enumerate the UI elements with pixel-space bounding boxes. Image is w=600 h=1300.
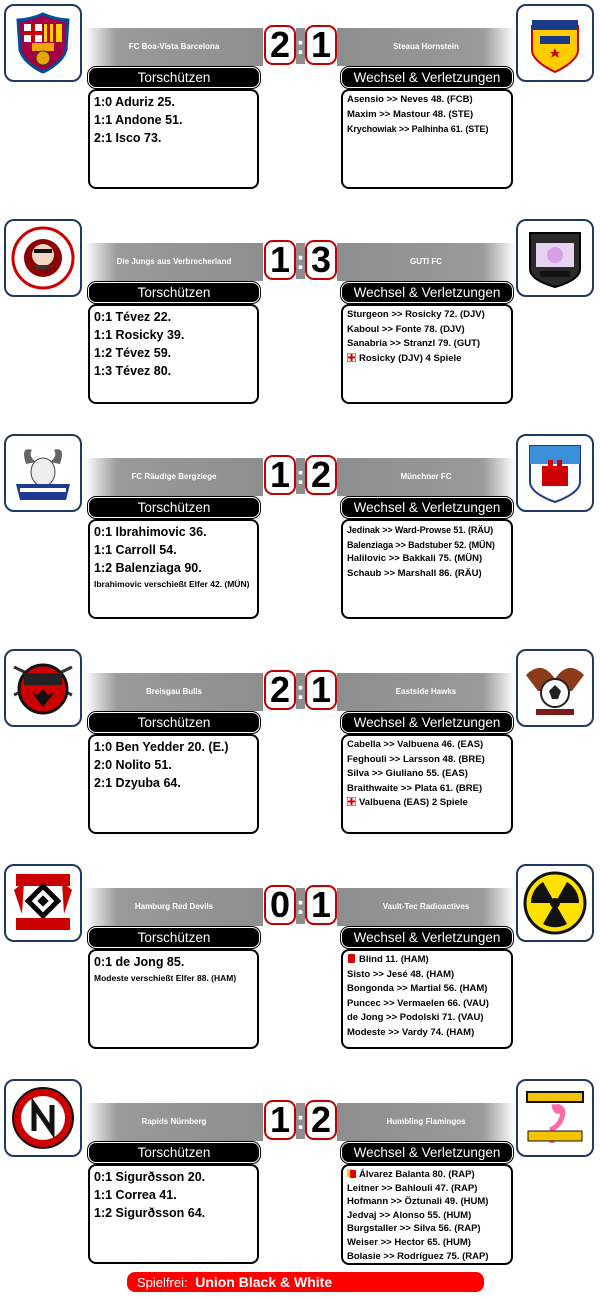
scorers-header: Torschützen bbox=[88, 497, 260, 518]
away-score: 1 bbox=[305, 885, 337, 925]
event-text: Modeste >> Vardy 74. (HAM) bbox=[347, 1026, 475, 1038]
event-entry bbox=[347, 567, 507, 582]
event-text: Asensio >> Neves 48. (FCB) bbox=[347, 94, 473, 105]
event-entry bbox=[347, 953, 507, 968]
event-text: Schaub >> Marshall 86. (RÄU) bbox=[347, 567, 482, 579]
away-team-bar bbox=[337, 243, 515, 281]
event-text: Braithwaite >> Plata 61. (BRE) bbox=[347, 782, 483, 794]
die-jungs-aus-verbrecherland-crest-icon[interactable] bbox=[4, 219, 82, 297]
home-team-name[interactable]: FC Räudige Bergziege bbox=[131, 472, 217, 481]
missed-penalty-note: Ibrahimovic verschießt Elfer 42. (MÜN) bbox=[94, 579, 250, 589]
goal-entry: 0:1 Ibrahimovic 36. bbox=[94, 525, 207, 539]
scorers-header: Torschützen bbox=[88, 712, 260, 733]
breisgau-bulls-crest-icon[interactable] bbox=[4, 649, 82, 727]
away-team-name[interactable]: GUTI FC bbox=[410, 257, 442, 266]
muenchner-fc-crest-icon[interactable] bbox=[516, 434, 594, 512]
goal-entry: 1:1 Andone 51. bbox=[94, 113, 183, 127]
score-separator: : bbox=[296, 28, 305, 64]
away-score: 2 bbox=[305, 455, 337, 495]
scorers-header: Torschützen bbox=[88, 1142, 260, 1163]
event-entry bbox=[347, 108, 507, 123]
fc-raeudige-bergziege-crest-icon[interactable] bbox=[4, 434, 82, 512]
score-separator: : bbox=[296, 1103, 305, 1139]
event-entry bbox=[347, 1250, 507, 1264]
away-team-bar bbox=[337, 673, 515, 711]
events-panel bbox=[341, 304, 513, 404]
home-team-bar bbox=[85, 1103, 263, 1141]
yellow-red-card-icon bbox=[347, 1169, 356, 1178]
score-separator: : bbox=[296, 673, 305, 709]
goal-entry: 2:0 Nolito 51. bbox=[94, 758, 172, 772]
home-score: 2 bbox=[264, 25, 296, 65]
hamburg-red-devils-crest-icon[interactable] bbox=[4, 864, 82, 942]
event-entry bbox=[347, 796, 507, 811]
event-entry bbox=[347, 93, 507, 108]
event-text: Jedvaj >> Alonso 55. (HUM) bbox=[347, 1209, 472, 1221]
guti-fc-crest-icon[interactable] bbox=[516, 219, 594, 297]
event-entry bbox=[347, 997, 507, 1012]
event-entry bbox=[347, 552, 507, 567]
event-entry bbox=[347, 323, 507, 338]
event-entry bbox=[347, 352, 507, 367]
events-panel bbox=[341, 949, 513, 1049]
event-entry bbox=[347, 782, 507, 797]
event-text: Bolasie >> Rodríguez 75. (RAP) bbox=[347, 1250, 489, 1262]
away-team-bar bbox=[337, 28, 515, 66]
event-entry bbox=[347, 538, 507, 553]
event-entry bbox=[347, 982, 507, 997]
goal-entry: 1:0 Ben Yedder 20. (E.) bbox=[94, 740, 229, 754]
home-score: 2 bbox=[264, 670, 296, 710]
goal-entry: 2:1 Dzyuba 64. bbox=[94, 776, 181, 790]
score-separator: : bbox=[296, 243, 305, 279]
event-entry bbox=[347, 122, 507, 137]
match-card bbox=[0, 434, 600, 634]
away-score: 2 bbox=[305, 1100, 337, 1140]
match-card bbox=[0, 649, 600, 849]
fc-boa-vista-barcelona-crest-icon[interactable] bbox=[4, 4, 82, 82]
score-separator: : bbox=[296, 458, 305, 494]
home-score: 1 bbox=[264, 1100, 296, 1140]
events-header: Wechsel & Verletzungen bbox=[341, 1142, 513, 1163]
rapids-nuernberg-crest-icon[interactable] bbox=[4, 1079, 82, 1157]
scorers-panel bbox=[88, 734, 259, 834]
home-team-bar bbox=[85, 673, 263, 711]
away-team-name[interactable]: Vault-Tec Radioactives bbox=[382, 902, 470, 911]
away-team-name[interactable]: Humbling Flamingos bbox=[386, 1117, 466, 1126]
scorers-header: Torschützen bbox=[88, 282, 260, 303]
home-team-name[interactable]: Breisgau Bulls bbox=[145, 687, 202, 696]
event-entry bbox=[347, 1011, 507, 1026]
event-entry bbox=[347, 738, 507, 753]
event-text: Álvarez Balanta 80. (RAP) bbox=[359, 1169, 475, 1180]
match-card bbox=[0, 1079, 600, 1279]
injury-cross-icon bbox=[347, 797, 356, 806]
steaua-hornstein-crest-icon[interactable] bbox=[516, 4, 594, 82]
event-text: Bongonda >> Martial 56. (HAM) bbox=[347, 983, 488, 994]
goal-entry: 1:0 Aduriz 25. bbox=[94, 95, 175, 109]
event-text: Weiser >> Hector 65. (HUM) bbox=[347, 1236, 471, 1248]
event-entry bbox=[347, 308, 507, 323]
eastside-hawks-crest-icon[interactable] bbox=[516, 649, 594, 727]
vault-tec-radioactives-crest-icon[interactable] bbox=[516, 864, 594, 942]
event-text: Balenziaga >> Badstuber 52. (MÜN) bbox=[347, 539, 495, 550]
goal-entry: 0:1 de Jong 85. bbox=[94, 955, 185, 969]
event-text: Leitner >> Bahlouli 47. (RAP) bbox=[347, 1182, 478, 1194]
event-text: Feghouli >> Larsson 48. (BRE) bbox=[347, 753, 485, 765]
events-header: Wechsel & Verletzungen bbox=[341, 497, 513, 518]
goal-entry: 1:1 Correa 41. bbox=[94, 1188, 177, 1202]
event-text: Sanabria >> Stranzl 79. (GUT) bbox=[347, 338, 481, 349]
away-score: 1 bbox=[305, 670, 337, 710]
event-entry bbox=[347, 1236, 507, 1250]
away-team-name[interactable]: Eastside Hawks bbox=[395, 687, 457, 696]
scorers-panel bbox=[88, 1164, 259, 1264]
goal-entry: 1:3 Tévez 80. bbox=[94, 364, 172, 378]
events-panel bbox=[341, 1164, 513, 1265]
home-team-name[interactable]: Hamburg Red Devils bbox=[134, 902, 214, 911]
event-text: Jedinak >> Ward-Prowse 51. (RÄU) bbox=[347, 525, 494, 535]
events-header: Wechsel & Verletzungen bbox=[341, 282, 513, 303]
home-team-name[interactable]: Die Jungs aus Verbrecherland bbox=[116, 257, 232, 266]
red-card-icon bbox=[347, 954, 356, 963]
event-text: Sisto >> Jesé 48. (HAM) bbox=[347, 968, 455, 980]
events-header: Wechsel & Verletzungen bbox=[341, 712, 513, 733]
event-entry bbox=[347, 1222, 507, 1236]
missed-penalty-note: Modeste verschießt Elfer 88. (HAM) bbox=[94, 973, 237, 983]
scorers-panel bbox=[88, 89, 259, 189]
scorers-header: Torschützen bbox=[88, 927, 260, 948]
scorers-header: Torschützen bbox=[88, 67, 260, 88]
event-entry bbox=[347, 337, 507, 352]
event-text: Rosicky (DJV) 4 Spiele bbox=[359, 352, 462, 364]
event-text: Burgstaller >> Silva 56. (RAP) bbox=[347, 1223, 481, 1235]
away-team-bar bbox=[337, 458, 515, 496]
event-entry bbox=[347, 1195, 507, 1209]
events-panel bbox=[341, 519, 513, 619]
events-header: Wechsel & Verletzungen bbox=[341, 927, 513, 948]
goal-entry: 1:1 Carroll 54. bbox=[94, 543, 177, 557]
goal-entry: 0:1 Sigurðsson 20. bbox=[94, 1170, 206, 1184]
away-team-name[interactable]: Steaua Hornstein bbox=[393, 42, 459, 51]
events-panel bbox=[341, 734, 513, 834]
away-team-bar bbox=[337, 1103, 515, 1141]
goal-entry: 1:2 Balenziaga 90. bbox=[94, 561, 202, 575]
event-text: Halilovic >> Bakkali 75. (MÜN) bbox=[347, 553, 483, 564]
home-team-bar bbox=[85, 888, 263, 926]
event-text: Maxim >> Mastour 48. (STE) bbox=[347, 108, 474, 120]
event-text: Cabella >> Valbuena 46. (EAS) bbox=[347, 739, 484, 750]
home-score: 0 bbox=[264, 885, 296, 925]
away-score: 3 bbox=[305, 240, 337, 280]
home-team-bar bbox=[85, 243, 263, 281]
event-entry bbox=[347, 1026, 507, 1041]
match-card bbox=[0, 864, 600, 1064]
bye-label: Spielfrei: bbox=[137, 1275, 188, 1290]
event-entry bbox=[347, 1182, 507, 1196]
events-header: Wechsel & Verletzungen bbox=[341, 67, 513, 88]
event-text: de Jong >> Podolski 71. (VAU) bbox=[347, 1012, 484, 1023]
goal-entry: 2:1 Isco 73. bbox=[94, 131, 162, 145]
away-team-bar bbox=[337, 888, 515, 926]
event-entry bbox=[347, 1168, 507, 1182]
event-entry bbox=[347, 1209, 507, 1223]
goal-entry: 0:1 Tévez 22. bbox=[94, 310, 172, 324]
home-score: 1 bbox=[264, 240, 296, 280]
event-text: Silva >> Giuliano 55. (EAS) bbox=[347, 768, 468, 779]
injury-cross-icon bbox=[347, 353, 356, 362]
event-text: Puncec >> Vermaelen 66. (VAU) bbox=[347, 997, 489, 1009]
scorers-panel bbox=[88, 304, 259, 404]
match-card bbox=[0, 219, 600, 419]
home-team-name[interactable]: FC Boa-Vista Barcelona bbox=[128, 42, 220, 51]
event-entry bbox=[347, 767, 507, 782]
scorers-panel bbox=[88, 519, 259, 619]
event-text: Kaboul >> Fonte 78. (DJV) bbox=[347, 323, 465, 335]
home-team-name[interactable]: Rapids Nürnberg bbox=[141, 1117, 207, 1126]
goal-entry: 1:2 Sigurðsson 64. bbox=[94, 1206, 206, 1220]
bye-team: Union Black & White bbox=[195, 1274, 333, 1290]
humbling-flamingos-crest-icon[interactable] bbox=[516, 1079, 594, 1157]
away-team-name[interactable]: Münchner FC bbox=[400, 472, 452, 481]
event-text: Krychowiak >> Palhinha 61. (STE) bbox=[347, 124, 489, 134]
event-text: Hofmann >> Öztunali 49. (HUM) bbox=[347, 1196, 489, 1208]
event-entry bbox=[347, 523, 507, 538]
scorers-panel bbox=[88, 949, 259, 1049]
event-text: Sturgeon >> Rosicky 72. (DJV) bbox=[347, 309, 485, 320]
bye-banner bbox=[127, 1272, 484, 1292]
away-score: 1 bbox=[305, 25, 337, 65]
event-text: Blind 11. (HAM) bbox=[359, 954, 429, 965]
events-panel bbox=[341, 89, 513, 189]
goal-entry: 1:2 Tévez 59. bbox=[94, 346, 172, 360]
goal-entry: 1:1 Rosicky 39. bbox=[94, 328, 185, 342]
home-score: 1 bbox=[264, 455, 296, 495]
match-card bbox=[0, 4, 600, 204]
event-entry bbox=[347, 968, 507, 983]
home-team-bar bbox=[85, 458, 263, 496]
event-text: Valbuena (EAS) 2 Spiele bbox=[359, 797, 468, 808]
score-separator: : bbox=[296, 888, 305, 924]
home-team-bar bbox=[85, 28, 263, 66]
event-entry bbox=[347, 753, 507, 768]
